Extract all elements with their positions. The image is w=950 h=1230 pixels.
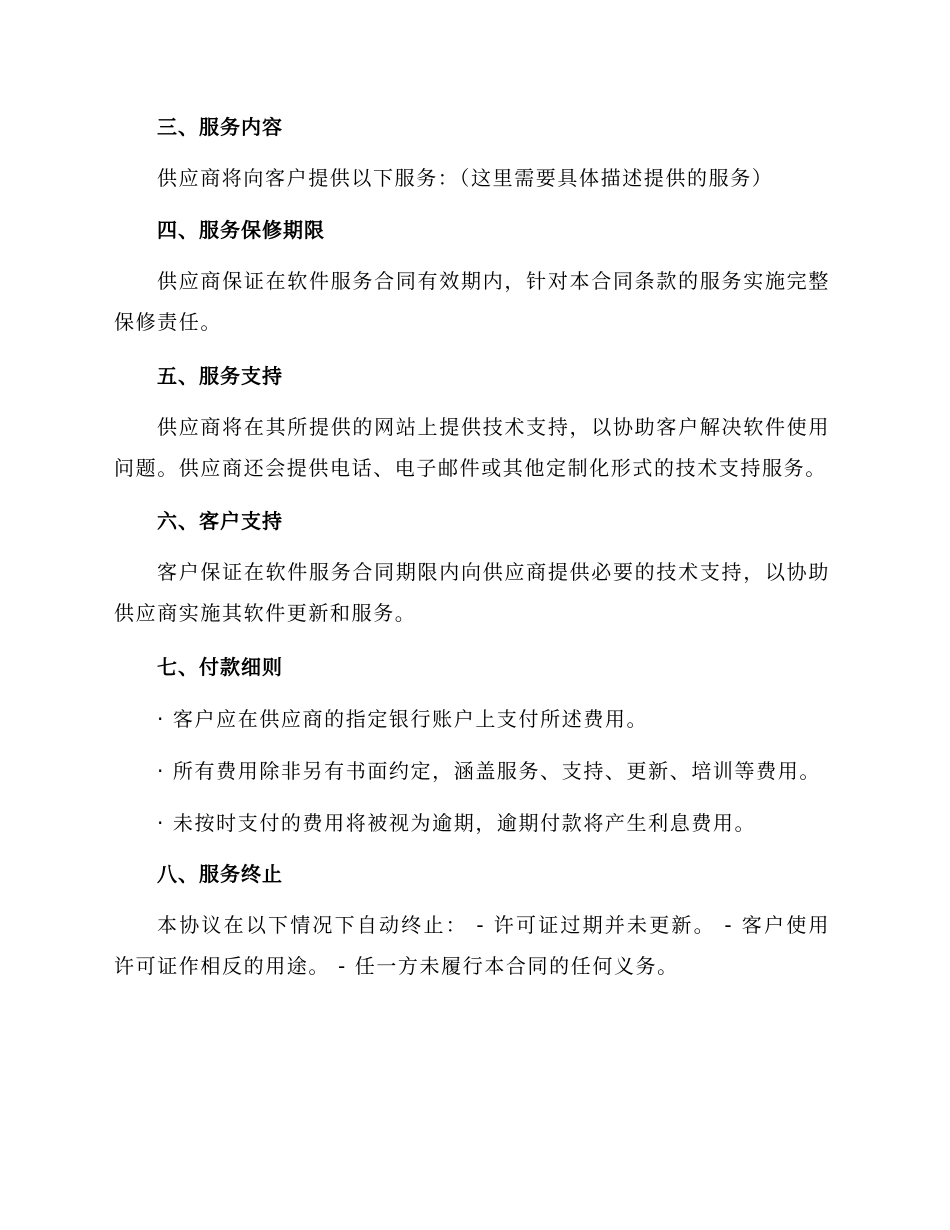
section-paragraph-service-termination: 本协议在以下情况下自动终止： - 许可证过期并未更新。 - 客户使用许可证作相反的用途。 - 任一方未履行本合同的任何义务。 xyxy=(114,913,830,978)
section-heading-warranty-period: 四、服务保修期限 xyxy=(157,218,325,242)
section-paragraph-warranty-period: 供应商保证在软件服务合同有效期内，针对本合同条款的服务实施完整保修责任。 xyxy=(114,269,830,334)
section-paragraph-service-support: 供应商将在其所提供的网站上提供技术支持，以协助客户解决软件使用问题。供应商还会提供电话、电子邮件或其他定制化形式的技术支持服务。 xyxy=(114,415,830,480)
section-paragraph-customer-support: 客户保证在软件服务合同期限内向供应商提供必要的技术支持，以协助供应商实施其软件更新和服务。 xyxy=(114,560,830,625)
payment-bullet-item: · 所有费用除非另有书面约定，涵盖服务、支持、更新、培训等费用。 xyxy=(157,759,821,783)
section-heading-service-termination: 八、服务终止 xyxy=(157,862,283,886)
section-heading-payment-terms: 七、付款细则 xyxy=(157,655,283,679)
section-heading-service-content: 三、服务内容 xyxy=(157,115,283,139)
section-paragraph-service-content: 供应商将向客户提供以下服务：（这里需要具体描述提供的服务） xyxy=(157,166,774,190)
payment-bullet-item: · 未按时支付的费用将被视为逾期，逾期付款将产生利息费用。 xyxy=(157,811,757,835)
section-heading-service-support: 五、服务支持 xyxy=(157,364,283,388)
payment-bullet-item: · 客户应在供应商的指定银行账户上支付所述费用。 xyxy=(157,707,649,731)
section-heading-customer-support: 六、客户支持 xyxy=(157,509,283,533)
